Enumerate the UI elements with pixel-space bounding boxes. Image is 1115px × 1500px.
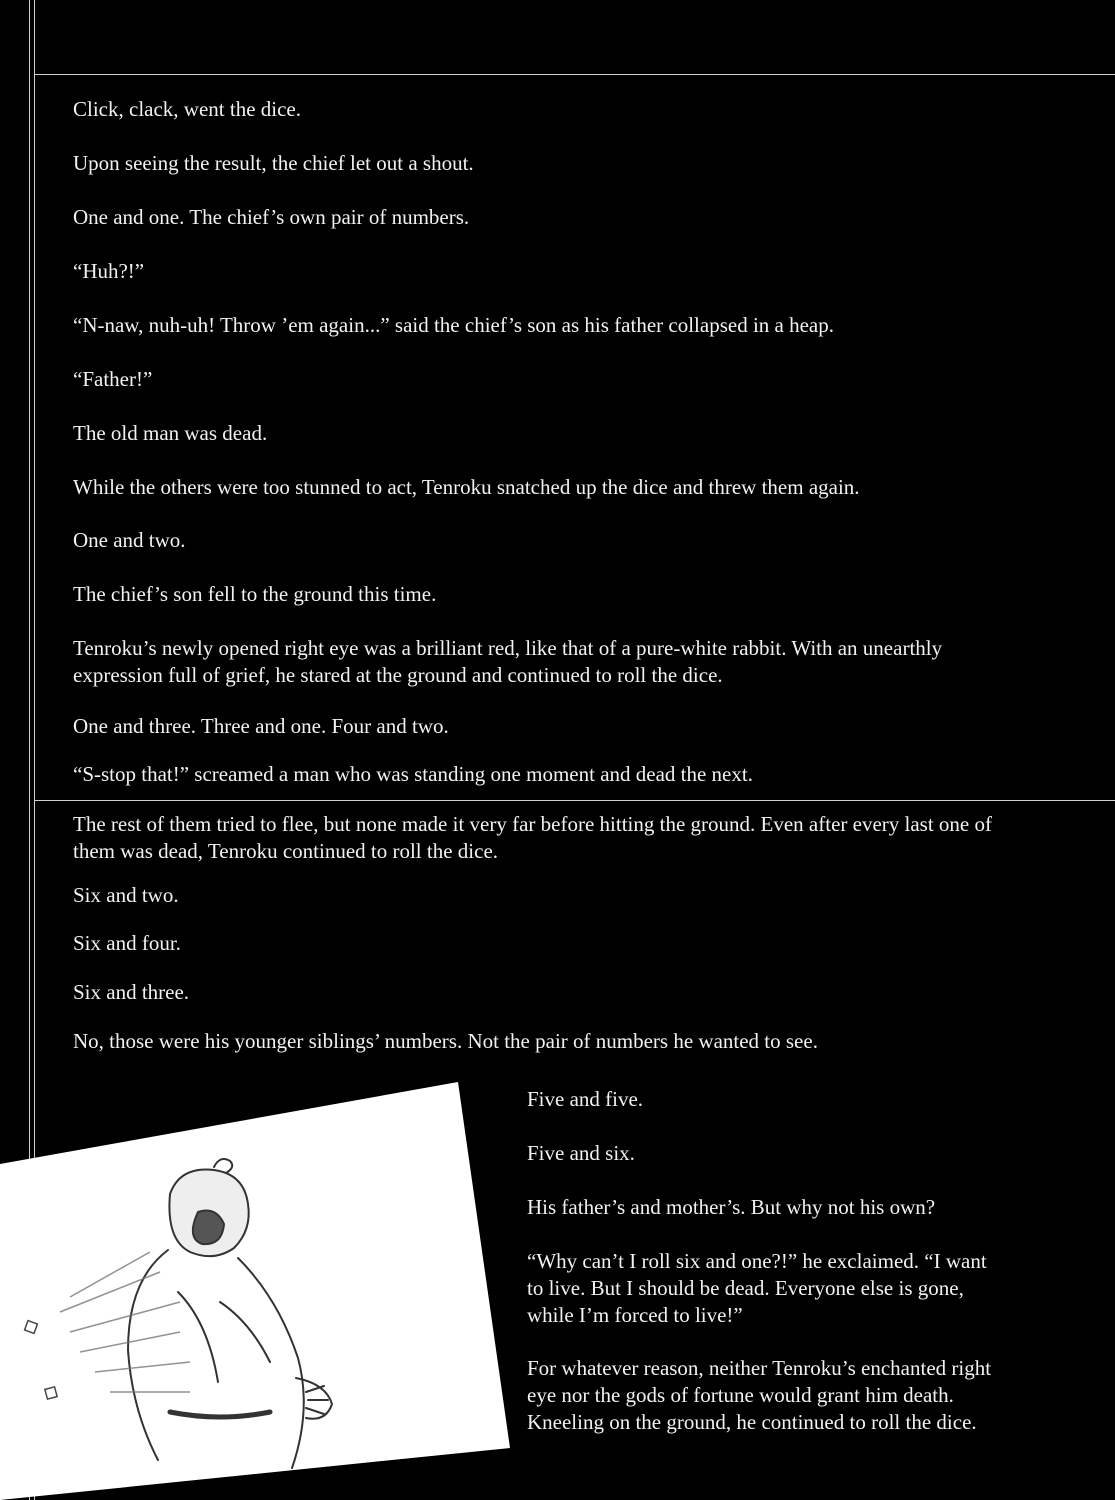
paragraph: While the others were too stunned to act, Tenroku snatched up the dice and threw them again. <box>73 475 860 499</box>
paragraph: No, those were his younger siblings’ numbers. Not the pair of numbers he wanted to see. <box>73 1029 818 1053</box>
paragraph: Click, clack, went the dice. <box>73 97 301 121</box>
paragraph: The old man was dead. <box>73 421 268 445</box>
paragraph: The rest of them tried to flee, but none made it very far before hitting the ground. Even after every last one of them was dead, Tenroku continued to roll the dice. <box>73 812 992 863</box>
paragraph: Tenroku’s newly opened right eye was a brilliant red, like that of a pure-white rabbit. With an unearthly expression full of grief, he stared at the ground and continued to roll the dice. <box>73 636 943 687</box>
paragraph: Six and three. <box>73 980 190 1004</box>
paragraph: “Father!” <box>73 367 153 391</box>
paragraph: “Huh?!” <box>73 259 145 283</box>
paragraph: One and three. Three and one. Four and two. <box>73 714 449 738</box>
middle-divider <box>34 800 1115 801</box>
paragraph: Six and two. <box>73 883 179 907</box>
paragraph: Six and four. <box>73 931 181 955</box>
paragraph: His father’s and mother’s. But why not his own? <box>527 1195 936 1219</box>
top-divider <box>34 74 1115 75</box>
paragraph: Five and five. <box>527 1087 644 1111</box>
paragraph: One and two. <box>73 528 186 552</box>
paragraph: “S-stop that!” screamed a man who was standing one moment and dead the next. <box>73 762 753 786</box>
paragraph: “N-naw, nuh-uh! Throw ’em again...” said the chief’s son as his father collapsed in a heap. <box>73 313 834 337</box>
paragraph: One and one. The chief’s own pair of numbers. <box>73 205 470 229</box>
paragraph: The chief’s son fell to the ground this time. <box>73 582 437 606</box>
illustration-panel <box>0 1082 520 1500</box>
panel-background <box>0 1082 510 1500</box>
paragraph: “Why can’t I roll six and one?!” he exclaimed. “I want to live. But I should be dead. Everyone else is gone, while I’m forced to live!” <box>527 1249 987 1327</box>
paragraph: Upon seeing the result, the chief let out a shout. <box>73 151 474 175</box>
paragraph: For whatever reason, neither Tenroku’s enchanted right eye nor the gods of fortune would grant him death. Kneeling on the ground, he continued to roll the dice. <box>527 1356 992 1434</box>
paragraph: Five and six. <box>527 1141 635 1165</box>
